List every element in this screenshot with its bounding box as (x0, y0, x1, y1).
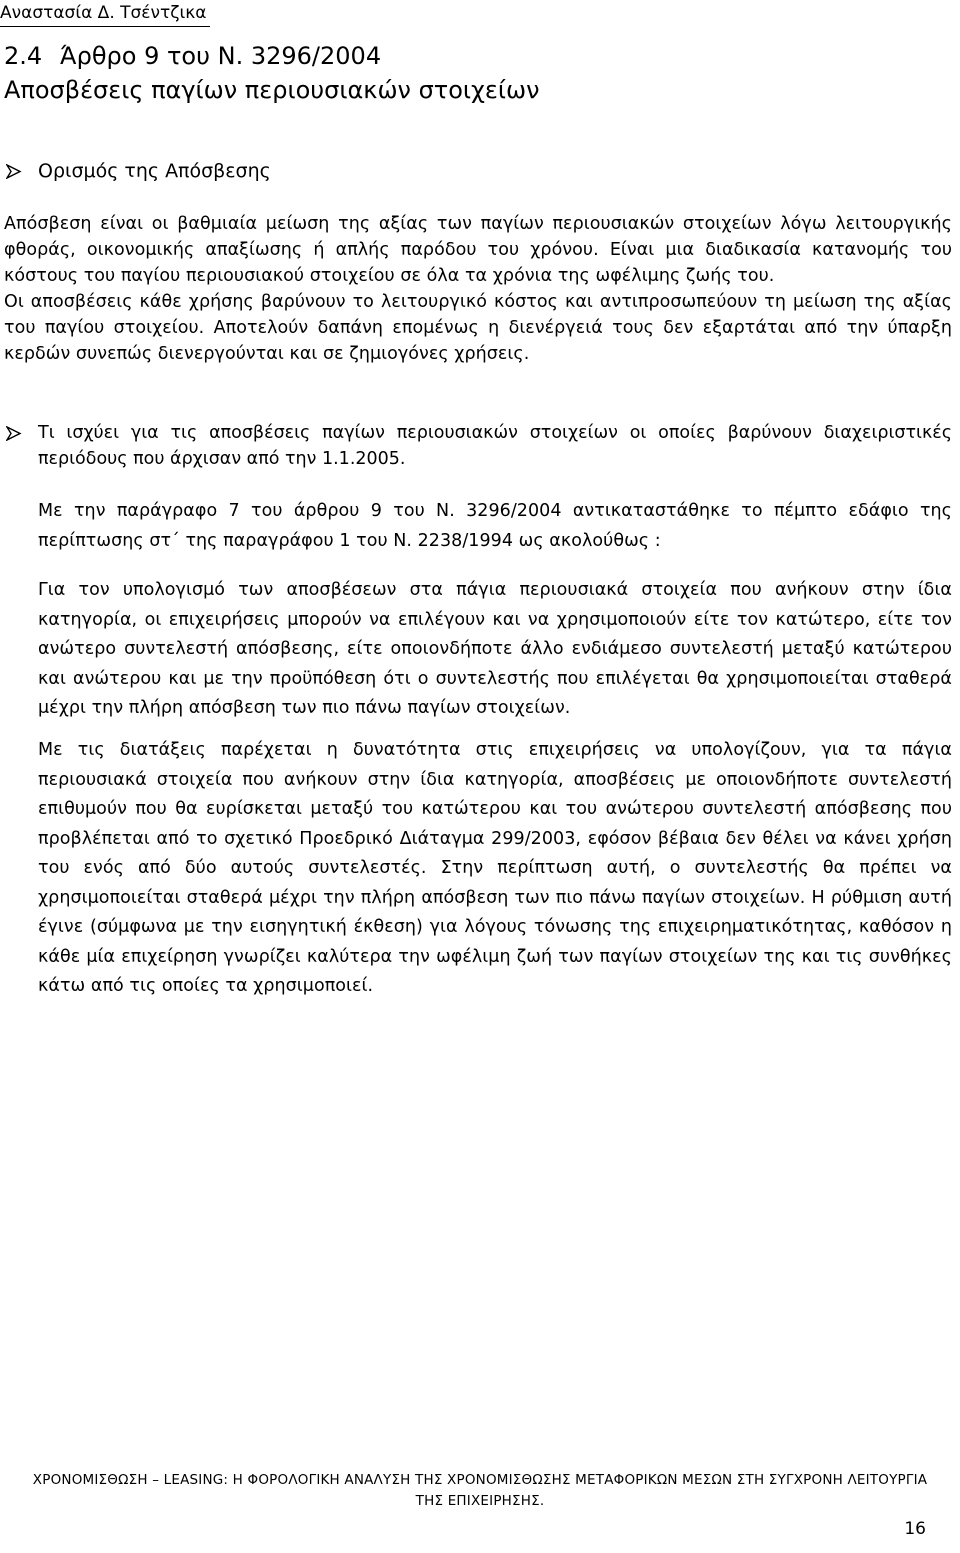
paragraph: Οι αποσβέσεις κάθε χρήσης βαρύνουν το λειτουργικό κόστος και αντιπροσωπεύουν τη μείωση της αξίας του παγίου στοιχείου. Αποτελούν δαπάνη επομένως η διενέργειά τους δεν εξαρτάται από την ύπαρξη κερδών συνεπώς διενεργούνται και σε ζημιογόνες χρήσεις. (4, 292, 952, 364)
paragraph: Απόσβεση είναι οι βαθμιαία μείωση της αξίας των παγίων περιουσιακών στοιχείων λόγω λειτουργικής φθοράς, οικονομικής απαξίωσης ή απλής παρόδου του χρόνου. Είναι μια διαδικασία κατανομής του κόστους του παγίου περιουσιακού στοιχείου σε όλα τα χρόνια της ωφέλιμης ζωής του. (4, 214, 952, 286)
bullet-item-definition (4, 158, 924, 185)
section-heading (4, 40, 381, 73)
bullet-item-rules (4, 420, 952, 472)
section-number: 2.4 (4, 42, 43, 70)
arrow-bullet-icon (4, 158, 38, 185)
bullet-title: Ορισμός της Απόσβεσης (38, 160, 271, 182)
definition-text (4, 211, 952, 367)
explanation-paragraph: Με τις διατάξεις παρέχεται η δυνατότητα στις επιχειρήσεις να υπολογίζουν, για τα πάγια περιουσιακά στοιχεία που ανήκουν στην ίδια κατηγορία, αποσβέσεις με οποιονδήποτε συντελεστή επιθυμούν που θα ευρίσκεται μεταξύ του κατώτερου και του ανώτερου συντελεστή απόσβεσης που προβλέπεται από το σχετικό Προεδρικό Διάταγμα 299/2003, εφόσον βέβαια δεν θέλει να κάνει χρήση του ενός από δύο αυτούς συντελεστές. Στην περίπτωση αυτή, ο συντελεστής θα πρέπει να χρησιμοποιείται σταθερά μέχρι την πλήρη απόσβεση των πιο πάνω παγίων στοιχείων. Η ρύθμιση αυτή έγινε (σύμφωνα με την εισηγητική έκθεση) για λόγους τόνωσης της επιχειρηματικότητας, καθόσον η κάθε μία επιχείρηση γνωρίζει καλύτερα την ωφέλιμη ζωή των παγίων στοιχείων της και τις συνθήκες κάτω από τις οποίες τα χρησιμοποιεί. (38, 740, 952, 996)
law-quote-paragraph: Για τον υπολογισμό των αποσβέσεων στα πάγια περιουσιακά στοιχεία που ανήκουν στην ίδια κατηγορία, οι επιχειρήσεις μπορούν να επιλέγουν και να χρησιμοποιούν είτε τον κατώτερο, είτε τον ανώτερο συντελεστή απόσβεσης, είτε οποιονδήποτε άλλο ενδιάμεσο συντελεστή μεταξύ κατώτερου και ανώτερου και με την προϋπόθεση ότι ο συντελεστής που επιλέγεται θα χρησιμοποιείται σταθερά μέχρι την πλήρη απόσβεση των πιο πάνω παγίων στοιχείων. (38, 580, 952, 718)
running-header: Αναστασία Δ. Τσέντζικα (0, 2, 210, 27)
section-subtitle: Αποσβέσεις παγίων περιουσιακών στοιχείων (4, 76, 540, 104)
law-paragraph: Με την παράγραφο 7 του άρθρου 9 του Ν. 3296/2004 αντικαταστάθηκε το πέμπτο εδάφιο της περίπτωσης στ΄ της παραγράφου 1 του Ν. 2238/1994 ως ακολούθως : (38, 501, 952, 551)
footer-line: ΤΗΣ ΕΠΙΧΕΙΡΗΣΗΣ. (415, 1493, 545, 1509)
page-number: 16 (904, 1519, 926, 1539)
section-title: Άρθρο 9 του Ν. 3296/2004 (60, 42, 382, 70)
bullet-title: Τι ισχύει για τις αποσβέσεις παγίων περιουσιακών στοιχείων οι οποίες βαρύνουν διαχειριστικές περιόδους που άρχισαν από την 1.1.2005. (38, 423, 952, 469)
page-footer (20, 1470, 940, 1512)
footer-line: ΧΡΟΝΟΜΙΣΘΩΣΗ – LEASING: Η ΦΟΡΟΛΟΓΙΚΗ ΑΝΑΛΥΣΗ ΤΗΣ ΧΡΟΝΟΜΙΣΘΩΣΗΣ ΜΕΤΑΦΟΡΙΚΩΝ ΜΕΣΩΝ ΣΤΗ ΣΥΓΧΡΟΝΗ ΛΕΙΤΟΥΡΓΙΑ (32, 1472, 928, 1488)
arrow-bullet-icon (4, 420, 38, 447)
